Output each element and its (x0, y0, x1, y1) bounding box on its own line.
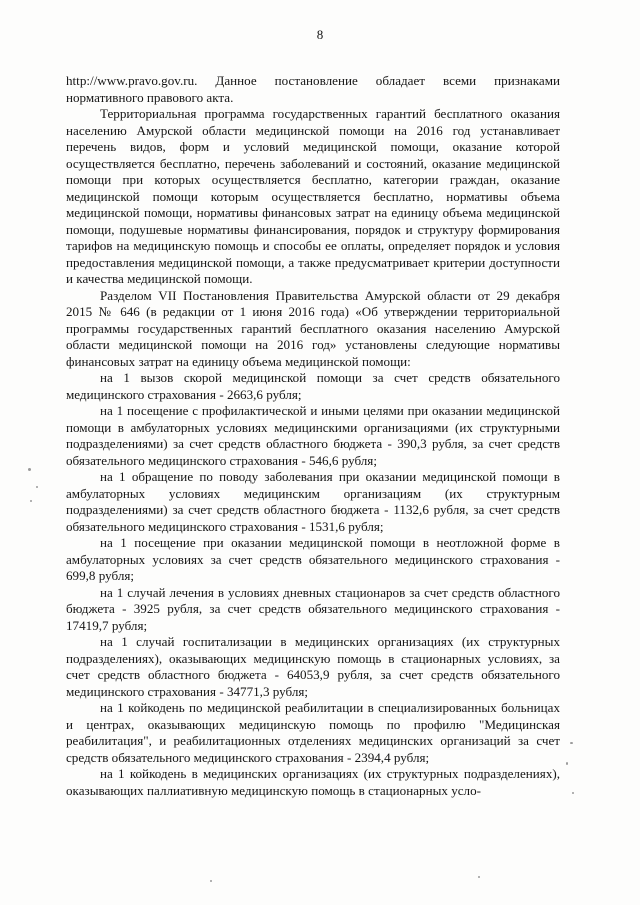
scan-speck (566, 762, 568, 765)
paragraph-norm-hospitalization: на 1 случай госпитализации в медицинских организациях (их структурных подразделениях), оказывающих медицинскую помощь в стационарных условиях, за счет средств областного бюджета - 64053,9 рубля, за счет средств обязательного медицинского страхования - 34771,3 рубля; (66, 634, 560, 699)
scan-speck (30, 500, 32, 502)
scan-speck (28, 468, 31, 471)
paragraph-program-description: Территориальная программа государственных гарантий бесплатного оказания населению Амурской области медицинской помощи на 2016 год устанавливает перечень видов, форм и условий медицинской помощи, оказание которой осуществляется бесплатно, перечень заболеваний и состояний, оказание медицинской помощи при которых осуществляется бесплатно, категории граждан, оказание медицинской помощи которым осуществляется бесплатно, нормативы объема медицинской помощи, нормативы финансовых затрат на единицу объема медицинской помощи, подушевые нормативы финансирования, порядок и структуру формирования тарифов на медицинскую помощь и способы ее оплаты, определяет порядок и условия предоставления медицинской помощи, а также предусматривает критерии доступности и качества медицинской помощи. (66, 106, 560, 286)
paragraph-norm-day-hospital: на 1 случай лечения в условиях дневных стационаров за счет средств областного бюджета - 3925 рубля, за счет средств обязательного медицинского страхования - 17419,7 рубля; (66, 584, 560, 633)
scan-speck (210, 880, 212, 882)
paragraph-norm-palliative-bedday: на 1 койкодень в медицинских организациях (их структурных подразделениях), оказывающих паллиативную медицинскую помощь в стационарных усло- (66, 766, 560, 798)
paragraph-norm-rehabilitation-bedday: на 1 койкодень по медицинской реабилитации в специализированных больницах и центрах, оказывающих медицинскую помощь по профилю "Медицинская реабилитация", и реабилитационных отделениях медицинских организаций за счет средств обязательного медицинского страхования - 2394,4 рубля; (66, 700, 560, 765)
body-text (66, 73, 560, 799)
scan-speck (570, 742, 573, 744)
scan-speck (36, 486, 38, 488)
paragraph-continuation: http://www.pravo.gov.ru. Данное постановление обладает всеми признаками нормативного правового акта. (66, 73, 560, 105)
paragraph-norm-ambulance-call: на 1 вызов скорой медицинской помощи за счет средств обязательного медицинского страхования - 2663,6 рубля; (66, 370, 560, 402)
paragraph-norm-urgent-visit: на 1 посещение при оказании медицинской помощи в неотложной форме в амбулаторных условиях за счет средств обязательного медицинского страхования - 699,8 рубля; (66, 535, 560, 583)
paragraph-section-vii: Разделом VII Постановления Правительства Амурской области от 29 декабря 2015 № 646 (в редакции от 1 июня 2016 года) «Об утверждении территориальной программы государственных гарантий бесплатного оказания населению Амурской области медицинской помощи на 2016 год» установлены следующие нормативы финансовых затрат на единицу объема медицинской помощи: (66, 287, 560, 369)
paragraph-norm-preventive-visit: на 1 посещение с профилактической и иными целями при оказании медицинской помощи в амбулаторных условиях медицинскими организациями (их структурными подразделениями) за счет средств областного бюджета - 390,3 рубля, за счет средств обязательного медицинского страхования - 546,6 рубля; (66, 403, 560, 468)
paragraph-norm-disease-treatment: на 1 обращение по поводу заболевания при оказании медицинской помощи в амбулаторных условиях медицинским организациям (их структурным подразделениями) за счет средств областного бюджета - 1132,6 рубля, за счет средств обязательного медицинского страхования - 1531,6 рубля; (66, 469, 560, 534)
scan-speck (572, 792, 574, 794)
scan-speck (478, 876, 480, 878)
page-number: 8 (316, 27, 324, 42)
